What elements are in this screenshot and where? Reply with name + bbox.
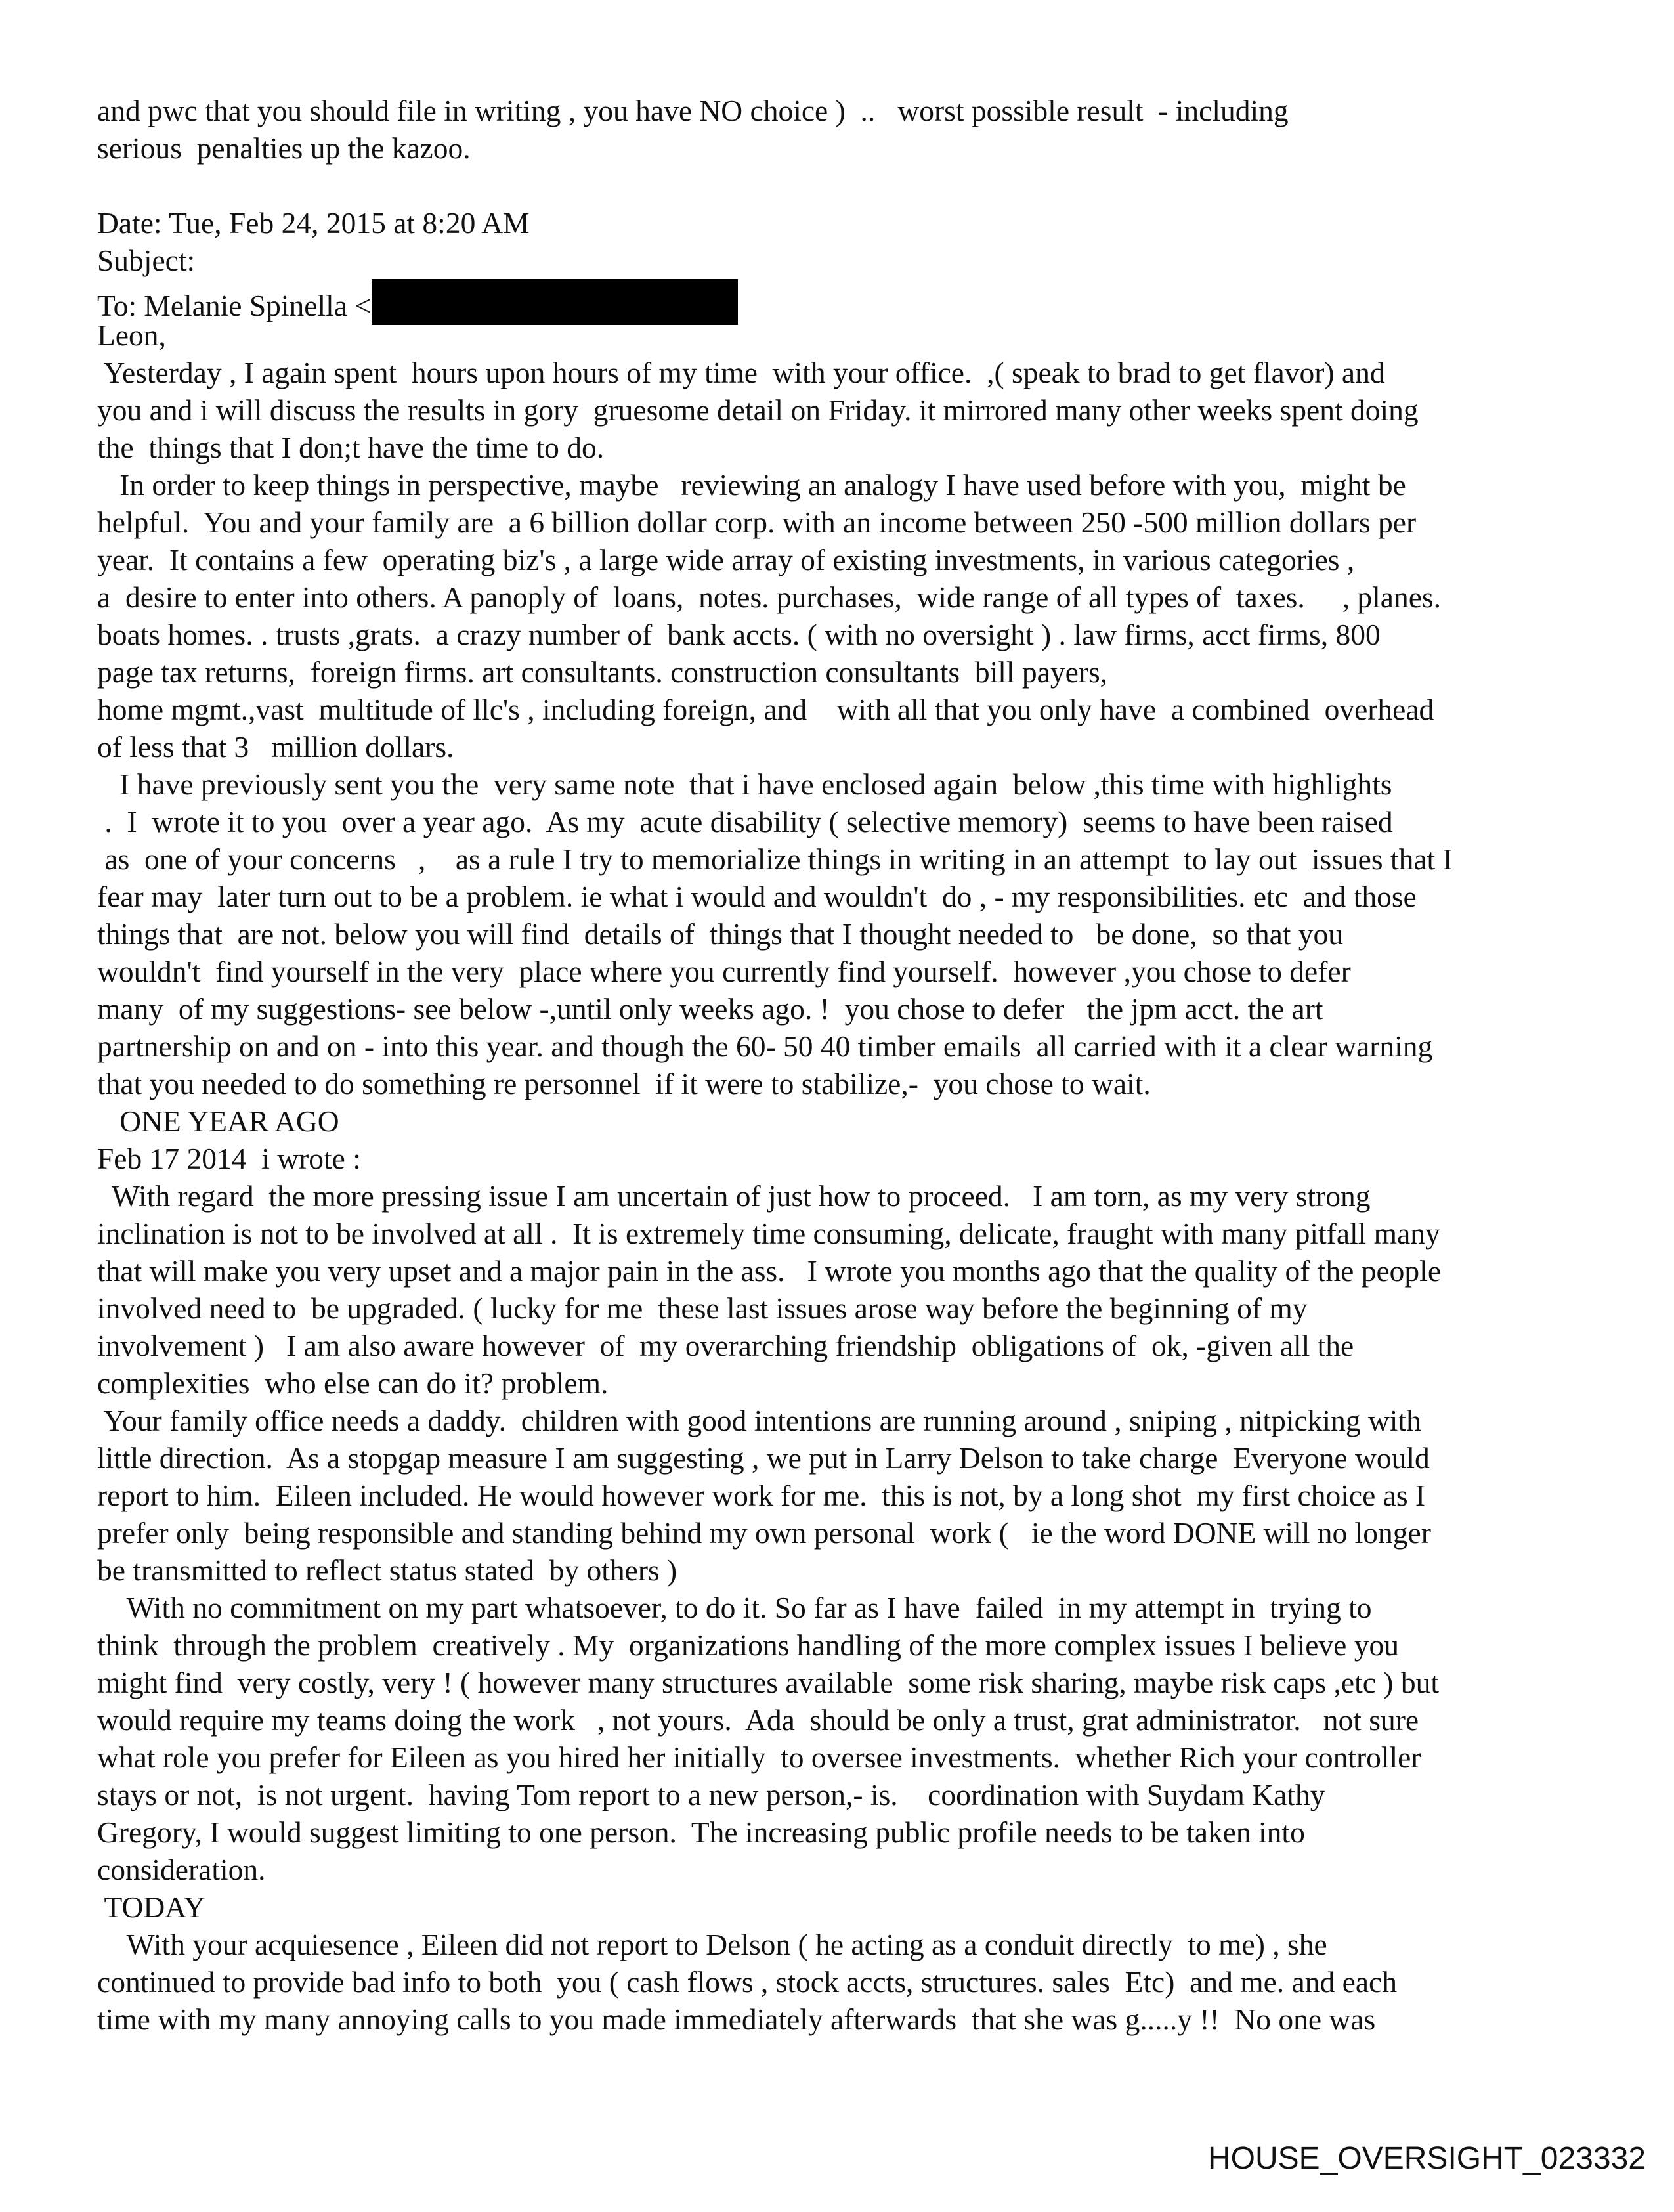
body-line: Feb 17 2014 i wrote : xyxy=(97,1142,361,1175)
email-body xyxy=(97,316,1581,2038)
body-line: With your acquiesence , Eileen did not report to Delson ( he acting as a conduit directly to me) , she xyxy=(97,1928,1327,1961)
body-line: stays or not, is not urgent. having Tom report to a new person,- is. coordination with Suydam Kathy xyxy=(97,1778,1325,1811)
body-line: involvement ) I am also aware however of my overarching friendship obligations of ok, -given all the xyxy=(97,1329,1354,1362)
body-line: continued to provide bad info to both you ( cash flows , stock accts, structures. sales Etc) and me. and each xyxy=(97,1965,1397,1999)
body-line: involved need to be upgraded. ( lucky for me these last issues arose way before the beginning of my xyxy=(97,1291,1308,1325)
body-line: ONE YEAR AGO xyxy=(97,1104,339,1138)
body-line: page tax returns, foreign firms. art consultants. construction consultants bill payers, xyxy=(97,655,1108,689)
intro-line: serious penalties up the kazoo. xyxy=(97,131,471,165)
email-subject: Subject: xyxy=(97,244,196,277)
body-line: think through the problem creatively . My organizations handling of the more complex issues I believe you xyxy=(97,1628,1400,1662)
intro-line: and pwc that you should file in writing , you have NO choice ) .. worst possible result - including xyxy=(97,94,1289,127)
spacer xyxy=(97,167,1581,204)
body-line: wouldn't find yourself in the very place where you currently find yourself. however ,you chose to defer xyxy=(97,955,1351,988)
body-line: Yesterday , I again spent hours upon hours of my time with your office. ,( speak to brad to get flavor) and xyxy=(97,356,1385,389)
body-line: you and i will discuss the results in gory gruesome detail on Friday. it mirrored many other weeks spent doing xyxy=(97,393,1419,427)
body-line: In order to keep things in perspective, maybe reviewing an analogy I have used before with you, might be xyxy=(97,468,1406,502)
body-line: complexities who else can do it? problem. xyxy=(97,1366,609,1400)
body-line: With regard the more pressing issue I am uncertain of just how to proceed. I am torn, as my very strong xyxy=(97,1179,1371,1213)
email-to-line xyxy=(97,279,1581,322)
body-line: fear may later turn out to be a problem. ie what i would and wouldn't do , - my responsibilities. etc and those xyxy=(97,880,1417,913)
redaction-block xyxy=(372,279,738,325)
body-line: Gregory, I would suggest limiting to one person. The increasing public profile needs to be taken into xyxy=(97,1815,1305,1849)
bates-number: HOUSE_OVERSIGHT_023332 xyxy=(1208,2141,1646,2176)
email-date: Date: Tue, Feb 24, 2015 at 8:20 AM xyxy=(97,206,530,240)
body-line: inclination is not to be involved at all . It is extremely time consuming, delicate, fraught with many pitfall many xyxy=(97,1217,1440,1250)
body-line: a desire to enter into others. A panoply of loans, notes. purchases, wide range of all types of taxes. , planes. xyxy=(97,580,1441,614)
body-line: helpful. You and your family are a 6 billion dollar corp. with an income between 250 -500 million dollars per xyxy=(97,506,1417,539)
body-line: time with my many annoying calls to you made immediately afterwards that she was g.....y !! No one was xyxy=(97,2003,1376,2036)
body-line: things that are not. below you will find details of things that I thought needed to be done, so that you xyxy=(97,917,1344,951)
body-line: partnership on and on - into this year. and though the 60- 50 40 timber emails all carried with it a clear warning xyxy=(97,1030,1433,1063)
body-line: of less that 3 million dollars. xyxy=(97,730,454,764)
body-line: that you needed to do something re personnel if it were to stabilize,- you chose to wait. xyxy=(97,1067,1151,1100)
body-line: . I wrote it to you over a year ago. As my acute disability ( selective memory) seems to have been raised xyxy=(97,805,1393,838)
body-line: report to him. Eileen included. He would however work for me. this is not, by a long shot my first choice as I xyxy=(97,1479,1426,1512)
body-line: boats homes. . trusts ,grats. a crazy number of bank accts. ( with no oversight ) . law firms, acct firms, 800 xyxy=(97,618,1381,651)
body-line: year. It contains a few operating biz's , a large wide array of existing investments, in various categories , xyxy=(97,543,1355,576)
body-line: little direction. As a stopgap measure I am suggesting , we put in Larry Delson to take charge Everyone would xyxy=(97,1441,1430,1475)
body-line: prefer only being responsible and standing behind my own personal work ( ie the word DONE will no longer xyxy=(97,1516,1431,1550)
body-line: be transmitted to reflect status stated by others ) xyxy=(97,1553,677,1587)
body-line: TODAY xyxy=(97,1890,205,1924)
body-line: the things that I don;t have the time to do. xyxy=(97,431,605,464)
body-line: as one of your concerns , as a rule I try to memorialize things in writing in an attempt to lay out issues that I xyxy=(97,842,1453,876)
body-line: consideration. xyxy=(97,1853,266,1886)
body-line: would require my teams doing the work , not yours. Ada should be only a trust, grat administrator. not sure xyxy=(97,1703,1419,1737)
body-line: might find very costly, very ! ( however many structures available some risk sharing, maybe risk caps ,etc ) but xyxy=(97,1666,1439,1699)
body-line: I have previously sent you the very same note that i have enclosed again below ,this time with highlights xyxy=(97,768,1392,801)
email-document xyxy=(97,92,1581,2038)
body-line: home mgmt.,vast multitude of llc's , including foreign, and with all that you only have a combined overhead xyxy=(97,693,1434,726)
body-line: With no commitment on my part whatsoever, to do it. So far as I have failed in my attempt in trying to xyxy=(97,1591,1372,1624)
body-line: Leon, xyxy=(97,318,166,352)
body-line: Your family office needs a daddy. children with good intentions are running around , sniping , nitpicking with xyxy=(97,1404,1421,1437)
body-line: that will make you very upset and a major pain in the ass. I wrote you months ago that the quality of the people xyxy=(97,1254,1442,1288)
body-line: many of my suggestions- see below -,until only weeks ago. ! you chose to defer the jpm acct. the art xyxy=(97,992,1323,1026)
email-to: To: Melanie Spinella < xyxy=(97,289,372,322)
body-line: what role you prefer for Eileen as you hired her initially to oversee investments. whether Rich your controller xyxy=(97,1741,1421,1774)
